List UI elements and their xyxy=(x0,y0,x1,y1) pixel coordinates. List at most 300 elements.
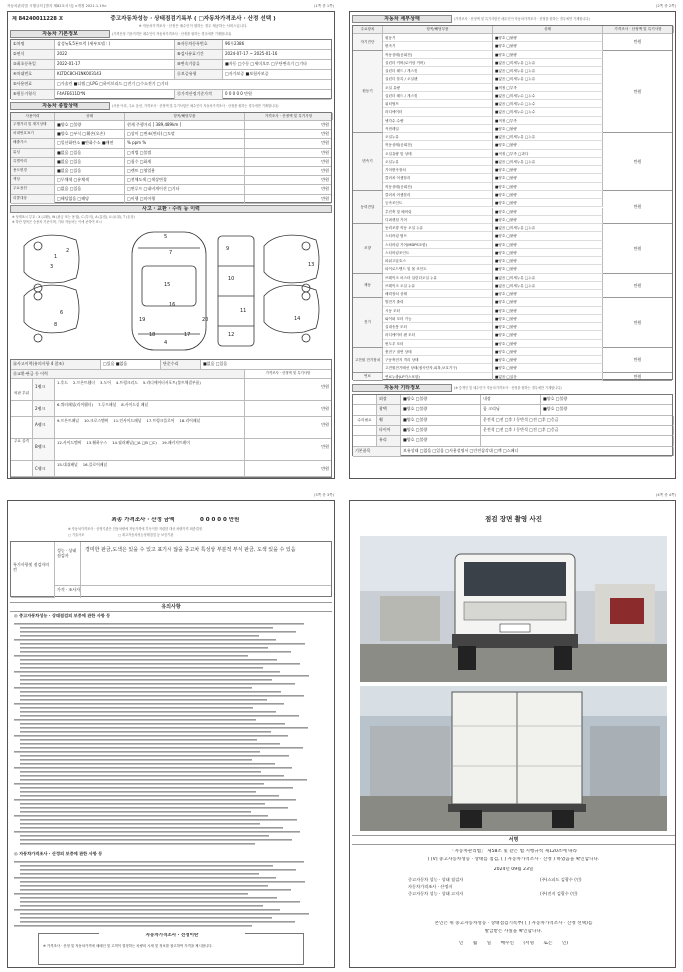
car-frame-shape xyxy=(218,236,254,346)
diagram-part-label: 13 xyxy=(308,262,315,268)
record-page-1 xyxy=(0,0,341,483)
basic-info-value: □가솔린 ■디젤 □LPG □하이브리드 □전기 □수소전기 □기타 xyxy=(57,81,169,86)
detail-state: ■양호 □불량 xyxy=(493,298,603,306)
overall-state-note: (사용 이력, 주요 옵션, 가격조사 · 산정액 및 특기사항은 매수인이 자동차가격조사 · 산정을 원하는 경우에만 기재합니다) xyxy=(112,104,279,108)
detail-state: ■양호 □불량 xyxy=(493,356,603,364)
detail-group-label: 고전원 전기장치 xyxy=(353,348,383,373)
detail-item: 디퍼렌셜 기어 xyxy=(383,216,493,224)
state-detail: 현재 주행거리 [ 389,489km ] xyxy=(125,121,245,129)
state-value: □해당없음 □해당 xyxy=(55,195,125,203)
fine-print-line xyxy=(20,631,296,633)
state-detail: □상이 □변조(변타) □도말 xyxy=(125,130,245,138)
detail-item: 고전원전기배선 상태(접속단자,피복,보호기구) xyxy=(383,364,493,372)
fine-print-line xyxy=(20,839,292,841)
detail-state: ■없음 □미세누유 □누유 xyxy=(493,282,603,290)
frame-group-label: 주요 골격 xyxy=(11,417,33,477)
fine-print-line xyxy=(20,691,281,693)
detail-state: ■양호 □불량 xyxy=(493,191,603,199)
form-reference: 자동차관리법 시행규칙 [별지 제82호서식] <개정 2021.1.19> xyxy=(7,4,107,8)
fine-print-line xyxy=(14,703,284,705)
part-checkbox-label: 15.대쉬패널 xyxy=(57,462,78,467)
page-frame xyxy=(7,500,335,968)
other-info-label: 유리 xyxy=(377,436,401,445)
basic-info-label: ⑩변속기종류 xyxy=(175,60,223,69)
other-info-value-2: ■양호 □불량 xyxy=(543,406,568,412)
diagram-part-label: 9 xyxy=(226,246,230,252)
fine-print-line xyxy=(14,893,248,895)
detail-state: ■양호 □불량 xyxy=(493,290,603,298)
detail-item: 실린더 커버(로커암 커버) xyxy=(383,59,493,67)
outer-panel-group-label: 외판 부위 xyxy=(11,379,33,417)
diagram-part-label: 10 xyxy=(228,276,235,282)
final-price-title: 최종 가격조사 · 산정 금액 xyxy=(111,517,175,523)
basic-info-label: ④차대번호 xyxy=(11,70,55,79)
record-page-2 xyxy=(341,0,683,483)
detail-item: 오일누유 xyxy=(383,133,493,141)
detail-item: 와이퍼 모터 기능 xyxy=(383,315,493,323)
detail-state: ■양호 □불량 xyxy=(493,323,603,331)
detail-item: 발전기 출력 xyxy=(383,298,493,306)
fine-print-line xyxy=(20,843,255,845)
detail-item: 파워고압호스 xyxy=(383,257,493,265)
basic-info-row xyxy=(11,70,331,80)
rank-label: A랭크 xyxy=(33,417,55,438)
detail-item: 실린더 블록 / 오일팬 xyxy=(383,75,493,83)
basic-info-label: ⑥원동기형식 xyxy=(11,90,55,99)
signature-date: 2024년 09월 23일 xyxy=(493,867,534,872)
fine-print-line xyxy=(20,787,293,789)
detail-item: 오일누유 xyxy=(383,158,493,166)
other-info-table xyxy=(352,394,673,456)
fine-print-line xyxy=(20,755,289,757)
basic-info-value: 2024-07-17 ~ 2025-01-16 xyxy=(225,51,278,56)
basic-info-value: 삼성뉴S,5톤트럭 (세부모델 : ) xyxy=(55,40,175,49)
state-label: 특별이력 xyxy=(11,158,55,166)
fine-print-line xyxy=(20,739,257,741)
state-row xyxy=(11,158,331,167)
inspector-signature: (주)스피드 김광수 (인) xyxy=(540,877,582,882)
basic-info-note: (가격산정 기준가격은 매수인이 자동차가격조사 · 산정을 원하는 경우에만 기재합니다) xyxy=(112,32,232,36)
fine-print-line xyxy=(20,651,291,653)
state-price: 만원 xyxy=(321,122,329,127)
part-checkbox-label: 17.트렁크플로어 xyxy=(146,418,175,423)
page-title: 중고자동차성능 · 상태점검기록부 ( □자동차가격조사 · 산정 선택 ) xyxy=(110,16,276,22)
notifier-signature: (주)진지 김광수 (인) xyxy=(540,891,578,896)
detail-state: ■양호 □불량 xyxy=(493,166,603,174)
diagram-part-label: 17 xyxy=(184,332,191,338)
fine-print-line xyxy=(14,671,280,673)
detail-state: ■적정 □부족 xyxy=(493,84,603,92)
diagram-part-label: 1 xyxy=(54,254,58,260)
fine-print-line xyxy=(20,627,273,629)
fine-print-line xyxy=(20,771,261,773)
state-label: 주행거리 및 계기상태 xyxy=(11,121,55,129)
detail-item: 타이로드엔드 및 볼 조인트 xyxy=(383,265,493,273)
detail-state: ■양호 □불량 xyxy=(493,265,603,273)
state-row xyxy=(11,195,331,204)
detail-group-label: 원동기 xyxy=(353,51,383,134)
detail-item: 동력조향 작동 오일 누유 xyxy=(383,224,493,232)
other-info-note: (※ 중개인 및 매수인이 자동차가격조사 · 산정을 원하는 경우에만 기재합니다) xyxy=(454,386,562,390)
detail-state: ■양호 □불량 xyxy=(493,174,603,182)
part-checkbox-label: 11.인사이드패널 xyxy=(113,418,142,423)
fine-print-line xyxy=(20,635,259,637)
detail-state: ■없음 □있음 xyxy=(493,373,603,381)
basic-info-row xyxy=(11,60,331,70)
fine-print-line xyxy=(14,909,280,911)
fine-print-line xyxy=(20,921,295,923)
part-checkbox-label: 16.플로어패널 xyxy=(82,462,108,467)
notice-text-block-1 xyxy=(12,621,330,849)
detail-item: 스티어링조인트 xyxy=(383,249,493,257)
diagram-part-label: 5 xyxy=(164,234,168,240)
part-checkbox-label: 1.후드 xyxy=(57,380,68,385)
detail-state: ■양호 □불량 xyxy=(493,315,603,323)
truck-rear-photo xyxy=(360,686,667,831)
frame-history-label: ⑮교환·판금 등 이력 xyxy=(11,370,245,378)
fine-print-line xyxy=(20,715,299,717)
state-price: 만원 xyxy=(321,149,329,155)
part-checkbox-label: 18.리어패널 xyxy=(179,418,201,423)
part-checkbox-label: 6.쿼터패널(리어휀더) xyxy=(57,402,93,407)
detail-item: 연료누출(LP가스포함) xyxy=(383,373,493,381)
detail-state: ■양호 □불량 xyxy=(493,364,603,372)
basic-info-value: 0 0 0 0 0 만원 xyxy=(225,91,252,96)
state-detail: □이행 □미이행 xyxy=(125,195,245,203)
rank-parts xyxy=(55,461,245,476)
fine-print-line xyxy=(14,799,296,801)
part-checkbox-label: 3.도어 xyxy=(99,380,111,385)
state-row xyxy=(11,121,331,130)
diagram-part-label: 16 xyxy=(169,302,176,308)
fine-print-line xyxy=(20,885,268,887)
other-info-label: 광택 xyxy=(377,405,401,414)
fine-print-line xyxy=(20,683,295,685)
detail-header-cell: 주요장치 xyxy=(353,26,383,33)
rank-price: 만원 xyxy=(321,406,329,411)
special-notes-table xyxy=(10,541,332,597)
fine-print-line xyxy=(20,795,279,797)
detail-group-label: 전기 xyxy=(353,298,383,348)
other-info-label-2: 룸 크리닝 xyxy=(481,405,541,414)
detail-group-price: 만원 xyxy=(603,348,672,373)
definition-title: 자동차가격조사 · 선정이란 xyxy=(99,933,245,939)
detail-item: 추진축 및 베어링 xyxy=(383,208,493,216)
state-label: 용도변경 xyxy=(11,167,55,175)
state-price: 만원 xyxy=(321,131,329,137)
detail-item: 충전구 절연 상태 xyxy=(383,348,493,356)
truck-front-photo xyxy=(360,536,667,682)
state-row xyxy=(11,130,331,139)
detail-item: 실린더 헤드 / 개스킷 xyxy=(383,92,493,100)
damage-rank-table xyxy=(10,359,332,478)
other-info-label-2: 운전석 □전 □후 / 동반석 □전 □후 □응급 xyxy=(481,416,674,425)
detail-group-price: 만원 xyxy=(603,133,672,191)
fine-print-line xyxy=(20,711,276,713)
fine-print-line xyxy=(20,707,253,709)
detail-state: ■양호 □불량 xyxy=(493,331,603,339)
fine-print-line xyxy=(14,639,276,641)
basic-info-value: 2022-01-17 xyxy=(55,60,175,69)
photo-section-title: 점검 장면 촬영 사진 xyxy=(484,515,543,523)
accident-label: ⑯사고이력(유의사항 4 참조) xyxy=(11,360,101,369)
title-note: ※ 자동차가격조사 · 산정은 매수인이 원하는 경우 제공하는 서비스입니다. xyxy=(138,24,248,28)
basic-info-value: F4AFE611D*N xyxy=(55,90,175,99)
detail-group-price: 만원 xyxy=(603,51,672,134)
detail-state: ■없음 □미세누유 □누유 xyxy=(493,75,603,83)
other-info-label: 휠 xyxy=(377,416,401,425)
notifier-role-2: 중고자동차 성능 · 상태 고지자 xyxy=(408,891,464,896)
detail-state: ■양호 □불량 xyxy=(493,348,603,356)
other-info-value: ■양호 □불량 xyxy=(401,395,481,404)
other-info-label: 기본품목 xyxy=(353,447,401,456)
rank-price: 만원 xyxy=(321,466,329,471)
basic-info-label: ②연식 xyxy=(11,50,55,59)
state-price: 만원 xyxy=(321,140,329,146)
detail-state: ■양호 □불량 xyxy=(493,125,603,133)
detail-item: 작동상태(공회전) xyxy=(383,51,493,59)
detail-item: 시동 모터 xyxy=(383,307,493,315)
special-notes-label: 특기사항및 점검자의견 xyxy=(11,542,55,598)
state-detail: □적법 □불법 xyxy=(125,149,245,157)
detail-group-label: 변속기 xyxy=(353,133,383,191)
state-value: □무채색 □유채색 xyxy=(55,176,125,184)
final-price-value: 0 0 0 0 0 만원 xyxy=(200,517,240,523)
other-info-row xyxy=(353,426,672,436)
fine-print-line xyxy=(20,819,297,821)
car-left-bottom-view-shape xyxy=(24,285,79,333)
rank-label: 2랭크 xyxy=(33,401,55,416)
fine-print-line xyxy=(20,811,251,813)
state-detail: □썬루프 □네비게이션 □기타 xyxy=(125,185,245,193)
fine-print-line xyxy=(20,675,309,677)
notice-text-block-2 xyxy=(12,859,330,929)
detail-item: 클러치 어셈블리 xyxy=(383,191,493,199)
detail-state: ■양호 □불량 xyxy=(493,183,603,191)
other-info-value: ■양호 □불량 xyxy=(401,416,481,425)
state-value: □없음 □있음 xyxy=(55,185,125,193)
detail-group-label: 동력전달 xyxy=(353,191,383,224)
detail-item: 작동상태(공회전) xyxy=(383,141,493,149)
fine-print-line xyxy=(14,655,248,657)
rank-price: 만원 xyxy=(321,444,329,449)
basic-info-section: 자동차 기본정보 xyxy=(10,30,110,38)
detail-state: ■없음 □미세누유 □누유 xyxy=(493,133,603,141)
detail-group-label: 제동 xyxy=(353,274,383,299)
car-right-bottom-view-shape xyxy=(264,285,319,333)
state-value: □일산화탄소 ■탄화수소 ■매연 xyxy=(55,139,125,147)
basic-info-value: 96무2386 xyxy=(225,41,245,46)
rank-price: 만원 xyxy=(321,384,329,389)
detail-state: ■양호 □불량 xyxy=(493,216,603,224)
detail-state: ■없음 □미세누수 □누수 xyxy=(493,92,603,100)
part-checkbox-label: 8.사이드실 패널 xyxy=(121,402,149,407)
price-check-2: □ 최고자동차성능상태점검 등 보증기관 xyxy=(118,533,174,537)
frame-history-row xyxy=(11,370,331,379)
state-value: ■없음 □있음 xyxy=(55,158,125,166)
fine-print-line xyxy=(20,791,256,793)
detail-state: ■양호 □불량 xyxy=(493,241,603,249)
state-row xyxy=(11,139,331,148)
rank-label: 1랭크 xyxy=(33,379,55,400)
detail-state: ■없음 □미세누유 □누유 xyxy=(493,59,603,67)
overall-state-section: 자동차 종합상태 xyxy=(10,102,110,110)
detail-item: 브레이크 마스터 실린더오일 누유 xyxy=(383,274,493,282)
detail-item: 구동축전지 격리 상태 xyxy=(383,356,493,364)
other-info-value: ■양호 □불량 xyxy=(401,436,481,445)
other-info-section: 자동차 기타정보 xyxy=(352,384,452,392)
fine-print-line xyxy=(14,687,252,689)
part-checkbox-label: 5.라디에이터서포트(볼트체결부품) xyxy=(142,380,201,385)
diagram-part-label: 6 xyxy=(60,310,64,316)
other-info-label-2 xyxy=(481,436,674,445)
detail-item: 실내송풍 모터 xyxy=(383,323,493,331)
diagram-part-label: 4 xyxy=(164,340,168,346)
state-price: 만원 xyxy=(321,195,329,201)
fine-print-line xyxy=(20,759,252,761)
rank-price: 만원 xyxy=(321,422,329,427)
diagram-part-label: 14 xyxy=(294,316,301,322)
detail-item: 브레이크 오일 누유 xyxy=(383,282,493,290)
fine-print-line xyxy=(20,667,263,669)
rank-row xyxy=(11,461,331,477)
other-info-label: 타이어 xyxy=(377,426,401,435)
state-value: ■양호 □불량 xyxy=(55,121,125,129)
diagram-part-label: 18 xyxy=(149,332,156,338)
diagram-part-label: 2 xyxy=(66,248,70,254)
fine-print-line xyxy=(20,835,269,837)
rank-parts xyxy=(55,401,245,416)
fine-print-line xyxy=(20,803,265,805)
detail-item: 커먼레일 xyxy=(383,125,493,133)
price-check-1: □ 기술사조 xyxy=(68,533,85,537)
fine-print-line xyxy=(20,679,272,681)
notice-subtitle-2: ◎ 자동차가격조사 · 산정의 보증에 관한 사항 등 xyxy=(14,851,103,856)
detail-item: 배력장치 상태 xyxy=(383,290,493,298)
state-detail: □전체도색 □색상변경 xyxy=(125,176,245,184)
fine-print-line xyxy=(20,779,307,781)
other-info-label-2: 내장 xyxy=(481,395,541,404)
detail-item: 라디에이터 xyxy=(383,108,493,116)
part-checkbox-label: 2.프론트휀더 xyxy=(72,380,95,385)
fine-print-line xyxy=(20,695,304,697)
fine-print-line xyxy=(14,861,304,863)
part-checkbox-label: 4.트렁크리드 xyxy=(115,380,138,385)
state-price: 만원 xyxy=(321,168,329,173)
detail-item: 라디에이터 팬 모터 xyxy=(383,331,493,339)
fine-print-line xyxy=(20,807,288,809)
detail-item: 윈도우 모터 xyxy=(383,340,493,348)
basic-info-label: ⑤사용연료 xyxy=(11,80,55,89)
fine-print-line xyxy=(20,775,284,777)
detail-item: 클러치 어셈블리 xyxy=(383,174,493,182)
other-info-value: ■양호 □불량 xyxy=(401,405,481,414)
rank-label: B랭크 xyxy=(33,439,55,460)
fine-print-line xyxy=(14,735,288,737)
detail-state: ■양호 □불량 xyxy=(493,307,603,315)
fine-print-line xyxy=(20,727,308,729)
other-info-label: 외장 xyxy=(377,395,401,404)
detail-item: 등속조인트 xyxy=(383,199,493,207)
document-number: 제 84240011228 호 xyxy=(12,16,64,22)
basic-info-label: ⑧검사유효기간 xyxy=(175,50,223,59)
state-label: 튜닝 xyxy=(11,149,55,157)
part-checkbox-label: 14.필러패널(□A □B □C) xyxy=(112,440,157,445)
overall-state-table xyxy=(10,112,332,203)
detail-item: 실린더 헤드 / 개스킷 xyxy=(383,67,493,75)
accident-legend: ※ 상태표시 부호 : X (교환), W (판금 또는 용접), C (부식), A (흠집), U (요철), T (손상) xyxy=(12,215,135,219)
part-checkbox-label: 9.프론트패널 xyxy=(57,418,79,423)
detail-state: ■양호 □불량 xyxy=(493,42,603,50)
fine-print-line xyxy=(14,815,268,817)
notice-subtitle-1: ◎ 중고자동차성능 · 상태점검의 보증에 관한 사항 등 xyxy=(14,613,111,618)
definition-text: ※ 가격조사 · 산정 및 자동차가격에 매매인 및 고객이 결정하는 차량의 시세 및 정보를 참고하여 가격을 제시합니다. xyxy=(43,944,213,948)
detail-group-price: 만원 xyxy=(603,373,672,381)
notifier-role: 자동차가격조사 · 산정자 xyxy=(408,884,453,889)
diagram-part-label: 8 xyxy=(54,322,58,328)
detail-state: ■없음 □미세누수 □누수 xyxy=(493,108,603,116)
diagram-part-label: 12 xyxy=(228,332,235,338)
part-checkbox-label: 10.크로스멤버 xyxy=(83,418,109,423)
state-row xyxy=(11,185,331,194)
fine-print-line xyxy=(20,889,291,891)
special-notes-text: 경미한 판금,도색은 있을 수 있고 표기시 않을 중고차 특성상 부분적 부식 판금, 도색 있을 수 있음 xyxy=(81,542,331,586)
detail-item: 워터펌프 xyxy=(383,100,493,108)
page-frame xyxy=(349,500,676,968)
state-value: ■없음 □있음 xyxy=(55,167,125,175)
detail-header-row xyxy=(353,26,672,34)
fine-print-line xyxy=(20,731,271,733)
detail-group-price: 만원 xyxy=(603,274,672,299)
rank-parts xyxy=(55,379,245,400)
detail-group-label: 자기진단 xyxy=(353,34,383,51)
accident-row xyxy=(11,360,331,370)
detail-group-price: 만원 xyxy=(603,298,672,348)
frame-history-price-header: 가격조사 · 산정액 및 특기사항 xyxy=(265,371,311,375)
diagram-part-label: 15 xyxy=(164,282,171,288)
fine-print-line xyxy=(20,659,277,661)
other-info-row xyxy=(353,447,672,457)
detail-group-price: 만원 xyxy=(603,224,672,274)
accident-history-section: 사고 · 교환 · 수리 등 이력 xyxy=(10,205,332,213)
fine-print-line xyxy=(20,643,305,645)
basic-info-value: KLTDC8CH1NK003143 xyxy=(55,70,175,79)
basic-info-table xyxy=(10,39,332,99)
state-value: ■양호 □부식 □훼손(오손) xyxy=(55,130,125,138)
rank-row xyxy=(11,379,331,401)
state-detail: □렌트 □영업용 xyxy=(125,167,245,175)
fine-print-line xyxy=(14,751,260,753)
basic-info-value: □자가보증 ■보험사보증 xyxy=(225,71,269,76)
basic-info-label: ③최초등록일 xyxy=(11,60,55,69)
detail-state: ■양호 □불량 xyxy=(493,34,603,42)
state-detail: □침수 □화재 xyxy=(125,158,245,166)
fine-print-line xyxy=(20,647,268,649)
fine-print-line xyxy=(14,877,276,879)
state-header-cell: 항목/해당부품 xyxy=(125,113,245,120)
basic-info-row xyxy=(11,80,331,90)
detail-item: 스티어링 펌프 xyxy=(383,232,493,240)
state-price: 만원 xyxy=(321,158,329,164)
signature-text-1: 「자동차관리법」 제58조 및 같은 법 시행규칙 제120조에 따라 xyxy=(449,849,578,854)
state-detail: % ppm % xyxy=(125,139,245,147)
state-label: 리콜대상 xyxy=(11,195,55,203)
fine-print-line xyxy=(20,823,260,825)
other-info-label-2: 운전석 □전 □후 / 동반석 □전 □후 □응급 xyxy=(481,426,674,435)
simple-repair-value: ■없음 □있음 xyxy=(203,361,228,366)
detail-state: ■적정 □부족 □과다 xyxy=(493,150,603,158)
detail-state: ■양호 □불량 xyxy=(493,208,603,216)
